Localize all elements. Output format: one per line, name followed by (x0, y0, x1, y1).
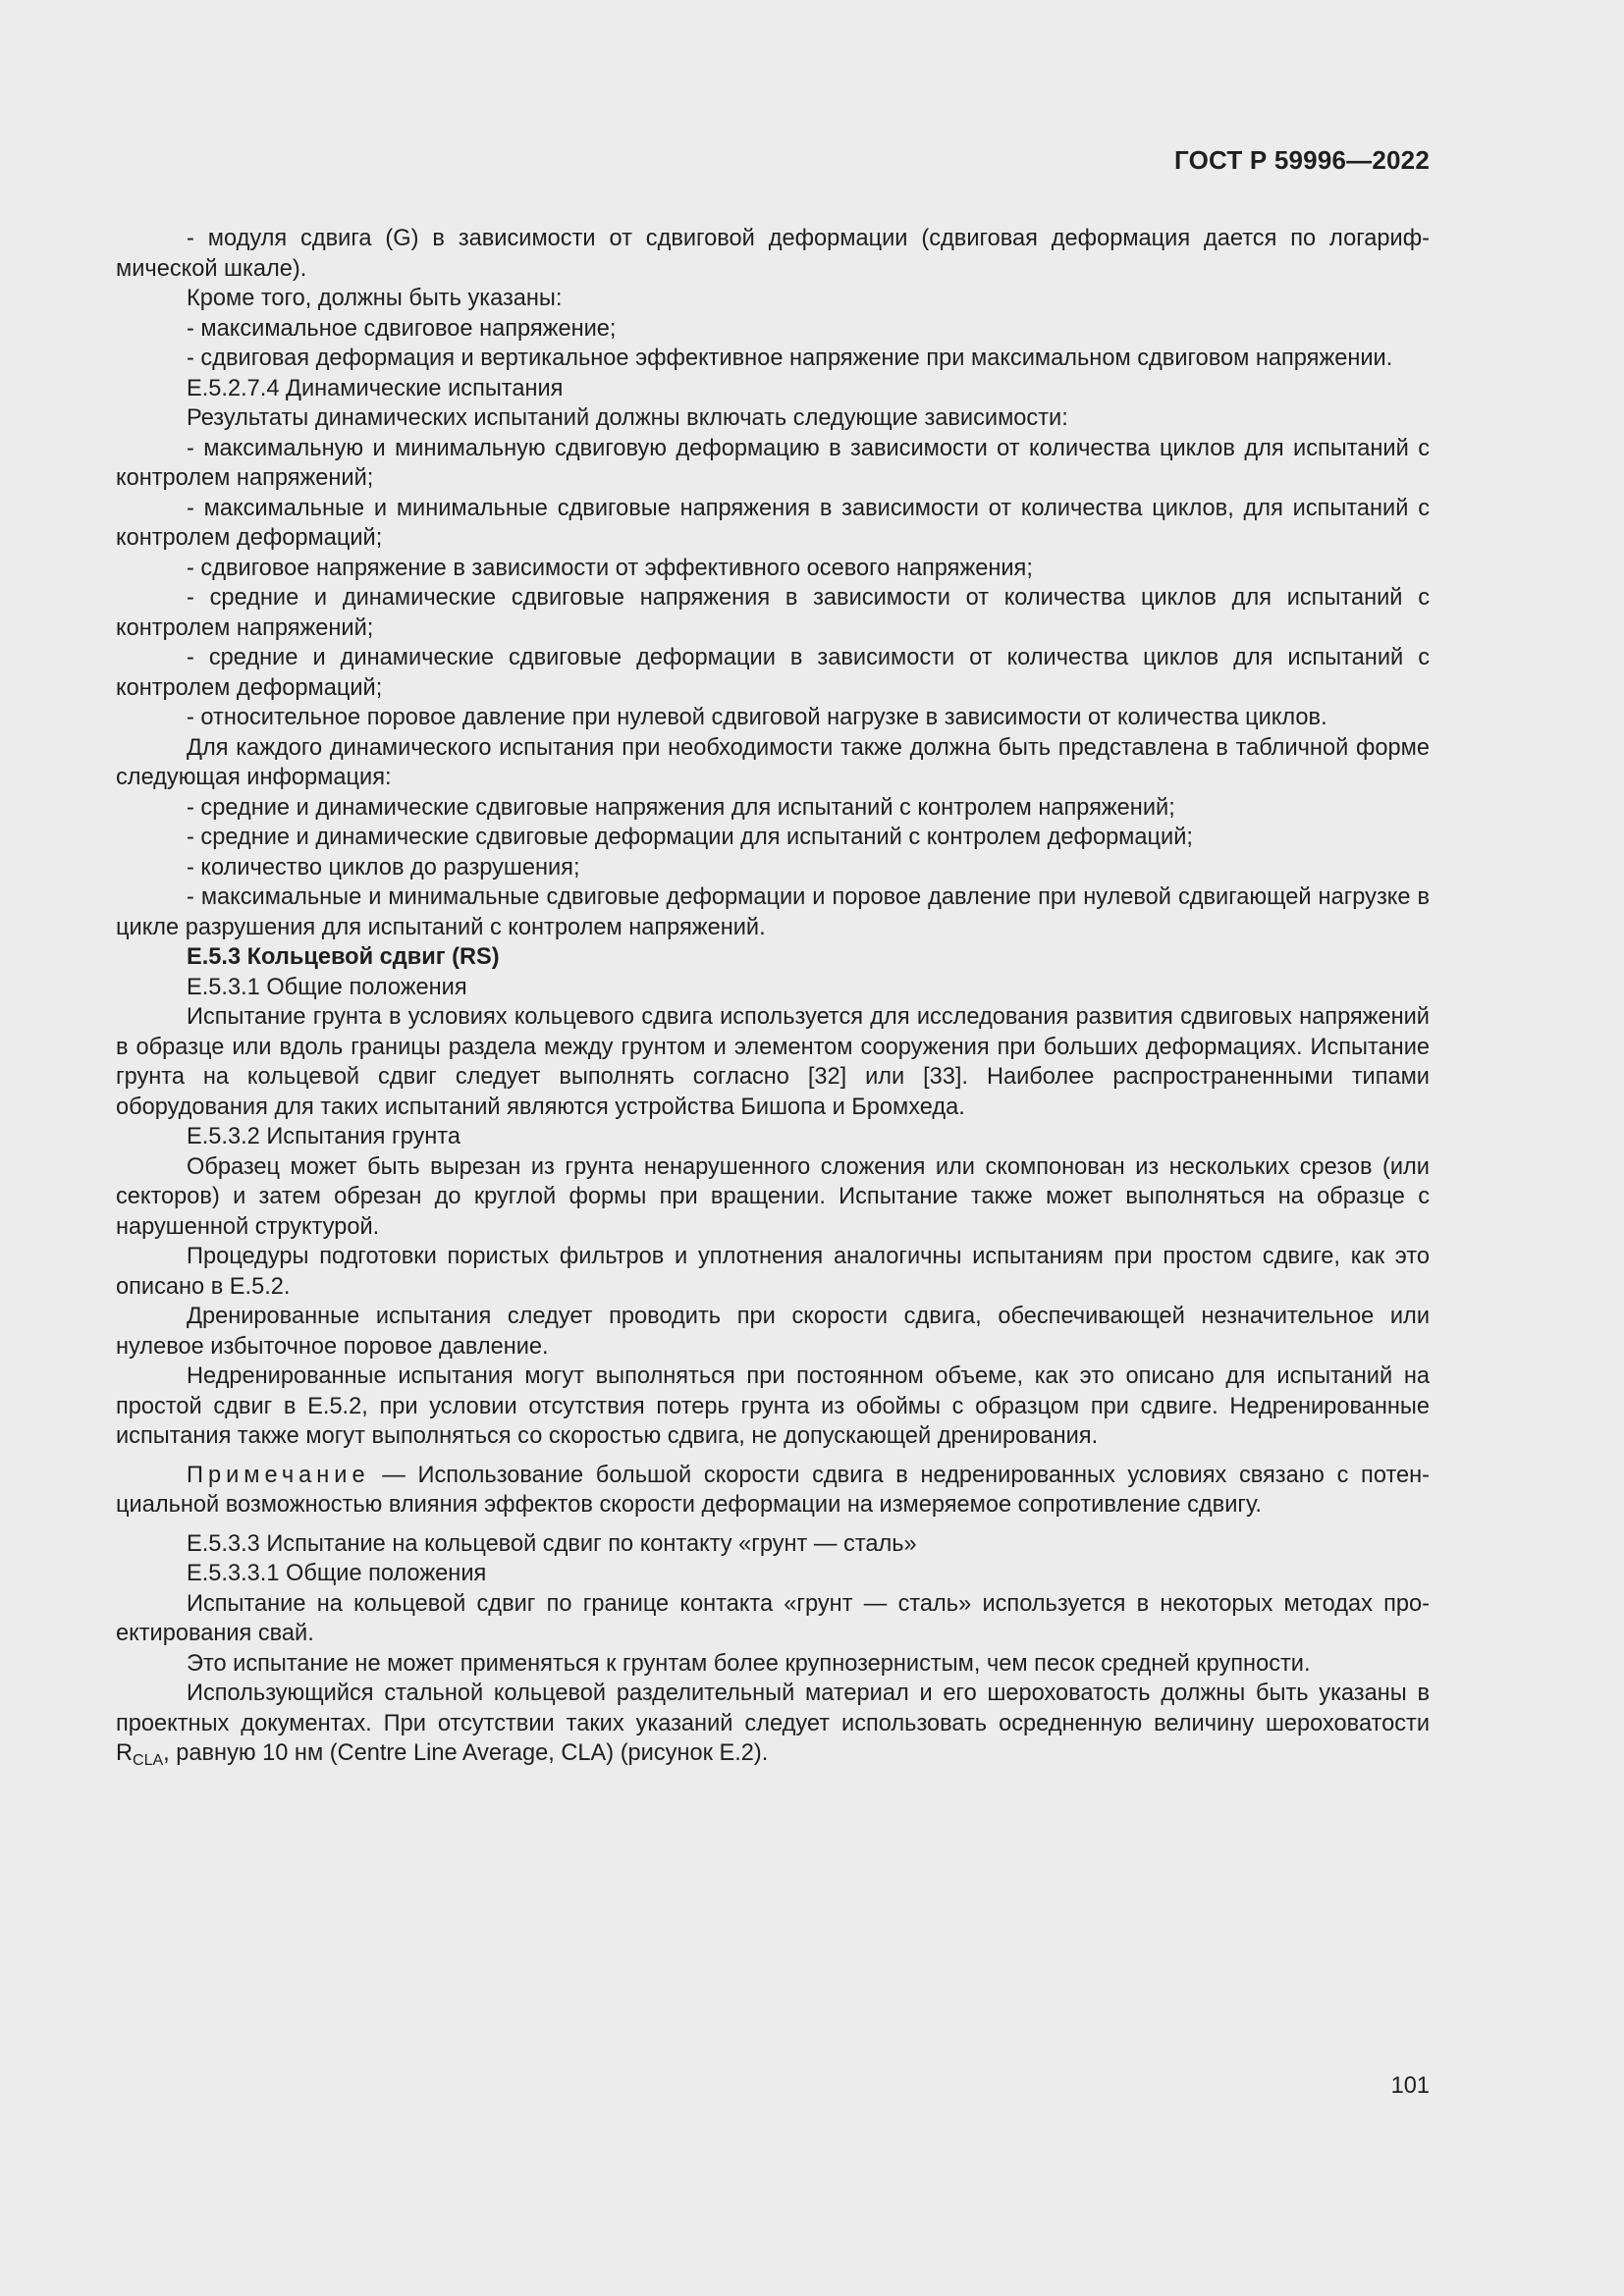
list-item: - максимальные и минимальные сдвиговые деформации и поровое давление при нулевой сдвигающей нагрузке в цикле разрушения для испытаний с контролем напряжений. (116, 884, 1430, 940)
note (116, 1461, 1430, 1521)
list-item: - относительное поровое давление при нулевой сдвиговой нагрузке в зависимости от количества циклов. (187, 705, 1327, 730)
note-text: — Использование большой скорости сдвига в недренированных условиях связано с потенциальной возможностью влияния эффектов скорости деформации на измеряемое сопротивление сдвигу. (116, 1462, 1430, 1518)
note-label: Примечание (187, 1462, 370, 1488)
paragraph-text: , равную 10 нм (Centre Line Average, CLA) (рисунок Е.2). (163, 1740, 769, 1766)
section-heading: Е.5.2.7.4 Динамические испытания (187, 375, 564, 401)
list-item: - средние и динамические сдвиговые напряжения для испытаний с контролем напряжений; (187, 794, 1175, 821)
list-item: - сдвиговое напряжение в зависимости от эффективного осевого напряжения; (187, 555, 1033, 581)
list-item: - максимальное сдвиговое напряжение; (187, 315, 617, 342)
list-item: - средние и динамические сдвиговые деформации в зависимости от количества циклов для испытаний с контролем деформаций; (116, 645, 1430, 701)
section-heading: Е.5.3.2 Испытания грунта (187, 1124, 460, 1149)
list-item: - максимальные и минимальные сдвиговые напряжения в зависимости от количества циклов, для испытаний с контролем деформаций; (116, 495, 1430, 551)
paragraph: Образец может быть вырезан из грунта ненарушенного сложения или скомпонован из нескольких срезов (или секторов) и затем обрезан до круглой формы при вращении. Испытание также может выполняться на образце с нарушенной структурой. (116, 1153, 1430, 1240)
document-header: ГОСТ Р 59996—2022 (1174, 145, 1430, 175)
paragraph: Кроме того, должны быть указаны: (187, 286, 563, 311)
list-item: - количество циклов до разрушения; (187, 854, 580, 881)
paragraph: Недренированные испытания могут выполняться при постоянном объеме, как это описано для испытаний на простой сдвиг в Е.5.2, при условии отсутствия потерь грунта из обоймы с образцом при сдвиге. Недренированные испытания также могут выполняться со скоростью сдвига, не допускающей дренирования. (116, 1363, 1430, 1449)
list-item: - средние и динамические сдвиговые деформации для испытаний с контролем деформаций; (187, 825, 1193, 850)
paragraph-text: Использующийся стальной кольцевой разделительный материал и его шероховатость должны быть указаны в проектных документах. При отсутствии таких указаний следует использовать осредненную величину шероховатости R (116, 1681, 1430, 1766)
subscript: CLA (133, 1752, 164, 1769)
paragraph: Для каждого динамического испытания при необходимости также должна быть представлена в табличной форме следующая информация: (116, 734, 1430, 790)
list-item: - сдвиговая деформация и вертикальное эффективное напряжение при максимальном сдвиговом напряжении. (187, 346, 1393, 371)
page-number: 101 (1390, 2073, 1430, 2099)
section-heading: Е.5.3.3 Испытание на кольцевой сдвиг по контакту «грунт — сталь» (187, 1530, 917, 1557)
list-item: - максимальную и минимальную сдвиговую деформацию в зависимости от количества циклов для испытаний с контролем напряжений; (116, 435, 1430, 491)
section-heading: Е.5.3.3.1 Общие положения (187, 1561, 487, 1586)
paragraph: Испытание грунта в условиях кольцевого сдвига используется для исследования развития сдвиговых напряжений в образце или вдоль границы раздела между грунтом и элементом сооружения при больших деформациях. Испытание грунта на кольцевой сдвиг следует выполнять согласно [32] или [33]. Наиболее распространенными типами оборудования для таких испытаний являются устройства Бишопа и Бромхеда. (116, 1004, 1430, 1120)
paragraph: - модуля сдвига (G) в зависимости от сдвиговой деформации (сдвиговая деформация дается по логарифмической шкале). (116, 226, 1430, 282)
list-item: - средние и динамические сдвиговые напряжения в зависимости от количества циклов для испытаний с контролем напряжений; (116, 585, 1430, 641)
paragraph: Процедуры подготовки пористых фильтров и уплотнения аналогичны испытаниям при простом сдвиге, как это описано в Е.5.2. (116, 1244, 1430, 1300)
paragraph: Результаты динамических испытаний должны включать следующие зависимости: (187, 405, 1068, 431)
section-heading: Е.5.3.1 Общие положения (187, 974, 467, 1000)
paragraph: Дренированные испытания следует проводить при скорости сдвига, обеспечивающей незначительное или нулевое избыточное поровое давление. (116, 1304, 1430, 1360)
paragraph: Это испытание не может применяться к грунтам более крупнозернистым, чем песок средней крупности. (187, 1650, 1311, 1677)
document-body (116, 224, 1430, 1769)
paragraph (116, 1679, 1430, 1769)
section-heading-bold: Е.5.3 Кольцевой сдвиг (RS) (187, 944, 500, 970)
paragraph: Испытание на кольцевой сдвиг по границе контакта «грунт — сталь» используется в некоторых методах проектирования свай. (116, 1590, 1430, 1646)
